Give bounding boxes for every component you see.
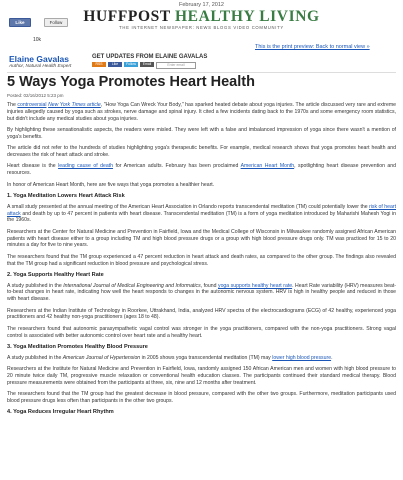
date-line: February 17, 2012 — [179, 2, 224, 8]
paragraph: Researchers at the Indian Institute of Technology in Roorkee, Uttrakhand, India, analyzed HRV spectra of the electrocardiograms (ECG) of 42 healthy, experienced yoga practitioners and 42 healthy non-yoga practitioners (ages 18 to 48). — [7, 307, 396, 321]
like-label: Like — [15, 20, 25, 25]
rss-button[interactable]: RSS — [92, 62, 106, 67]
paragraph: The researchers found that autonomic parasympathetic vagal control was stronger in the yoga practitioners, compared with the non-yoga practitioners. Strong vagal control is associated with better autonomic control over heart rate and a healthy heart. — [7, 325, 396, 339]
masthead-tagline: THE INTERNET NEWSPAPER: NEWS BLOGS VIDEO COMMUNITY — [119, 25, 284, 30]
paragraph: The article did not refer to the hundreds of studies highlighting yoga's therapeutic benefits. For example, medical research shows that yoga promotes heart health and decreases the risk of heart attack and stroke. — [7, 145, 396, 158]
leading-cause-link[interactable]: leading cause of death — [58, 163, 113, 170]
paragraph: The researchers found that the TM group experienced a 47 percent reduction in heart attack and death rates, as compared to the other group. The findings also revealed that the TM group had a significant reduction in blood pressure and psychological stress. — [7, 253, 396, 267]
masthead-huffpost: HUFFPOST — [83, 8, 176, 25]
paragraph: A small study presented at the annual meeting of the American Heart Association in Orlando reports transcendental meditation (TM) could potentially lower the risk of heart attack and death by up to 47 percent in patients with heart disease. Transcendental meditation (TM) is a form of yoga meditation introduced by Maharishi Mahesh Yogi in the 1960s. — [7, 203, 396, 224]
follow-author-button[interactable]: Follow — [124, 62, 138, 67]
subscribe-buttons — [92, 62, 196, 69]
back-to-normal-view-link[interactable]: This is the print preview: Back to normal view » — [255, 44, 370, 50]
like-author-button[interactable]: Like — [108, 62, 122, 67]
paragraph: Researchers at the Center for Natural Medicine and Prevention in Fairfield, Iowa and the Medical College of Wisconsin in Milwaukee randomly assigned African American patients with heart disease either to a group including TM and high blood pressure drugs or a group with high blood pressure drugs only. TM was practiced for 15 to 20 minutes a day for five to nine years. — [7, 228, 396, 249]
paragraph: Researchers at the Institute for Natural Medicine and Prevention in Fairfield, Iowa, randomly assigned 150 African American men and women with high blood pressure to 20 minute twice daily TM, progressive muscle relaxation or conventional health education classes. The participants continued their standard medical therapy. Blood pressure measurements were obtained from the participants at three, six, nine and 12 months after treatment. — [7, 366, 396, 386]
author-name[interactable]: Elaine Gavalas — [9, 54, 70, 64]
author-title: Author, Natural Health Expert — [9, 64, 72, 69]
paragraph: A study published in the American Journal of Hypertension in 2005 shows yoga transcendental meditation (TM) may lower high blood pressure. — [7, 354, 333, 361]
paragraph: The researchers found that the TM group had the greatest decrease in blood pressure, compared with the other two groups. Furthermore, meditation participants used blood pressure drugs less often than participants in the other two groups. — [7, 391, 396, 405]
paragraph: Heart disease is the leading cause of death for American adults. February has been proclaimed American Heart Month, spotlighting heart disease prevention and resources. — [7, 163, 396, 177]
healthy-heart-rate-link[interactable]: yoga supports healthy heart rate — [218, 282, 293, 289]
posted-date: Posted: 02/16/2012 5:23 pm — [7, 93, 64, 98]
heart-attack-link[interactable]: risk of heart attack — [7, 203, 396, 217]
like-count: 10k — [33, 37, 42, 43]
section-heading: 2. Yoga Supports Healthy Heart Rate — [7, 271, 104, 278]
follow-label: Follow — [49, 20, 63, 25]
section-heading: 4. Yoga Reduces Irregular Heart Rhythm — [7, 409, 114, 416]
paragraph: By highlighting these sensationalistic aspects, the readers were misled. They were left with a false and imbalanced impression of yoga since there wasn't a mention of yoga's benefits. — [7, 126, 396, 140]
controversial-link[interactable]: controversial — [17, 102, 47, 108]
get-updates-label: GET UPDATES FROM ELAINE GAVALAS — [92, 54, 208, 60]
masthead-healthy-living: HEALTHY LIVING — [175, 8, 320, 25]
email-button[interactable]: Email — [140, 62, 154, 67]
email-input[interactable]: Enter email — [156, 62, 196, 69]
paragraph: The controversial New York Times article, "How Yoga Can Wreck Your Body," has sparked heated debate about yoga injuries. The article discussed very rare and extreme injuries allegedly caused by yoga such as strokes, nerve damage and spinal injury. It cited a few incidents dating back to the 1970s and some emergency room statistics, but didn't include any medical studies about yoga injuries. — [7, 102, 396, 122]
nyt-article-link[interactable]: New York Times article — [48, 102, 101, 108]
article-title: 5 Ways Yoga Promotes Heart Health — [7, 74, 255, 90]
paragraph: In honor of American Heart Month, here are five ways that yoga promotes a healthier heart. — [7, 181, 215, 188]
article-body — [7, 102, 396, 420]
twitter-follow-button[interactable] — [44, 18, 68, 27]
facebook-like-button[interactable] — [9, 18, 31, 27]
lower-blood-pressure-link[interactable]: lower high blood pressure — [272, 354, 332, 361]
section-heading: 1. Yoga Meditation Lowers Heart Attack Risk — [7, 192, 125, 199]
header-divider — [7, 72, 396, 73]
paragraph: A study published in the International Journal of Medical Engineering and Informatics, found yoga supports healthy heart rate. Heart Rate variability (HRV) measures beat-to-beat changes in heart rate, indicating how well the heart responds to changes in the autonomic nervous system. HRV is high in healthy people and reduced in those with heart disease. — [7, 282, 396, 303]
section-heading: 3. Yoga Meditation Promotes Healthy Blood Pressure — [7, 344, 148, 351]
american-heart-month-link[interactable]: American Heart Month — [240, 163, 295, 170]
